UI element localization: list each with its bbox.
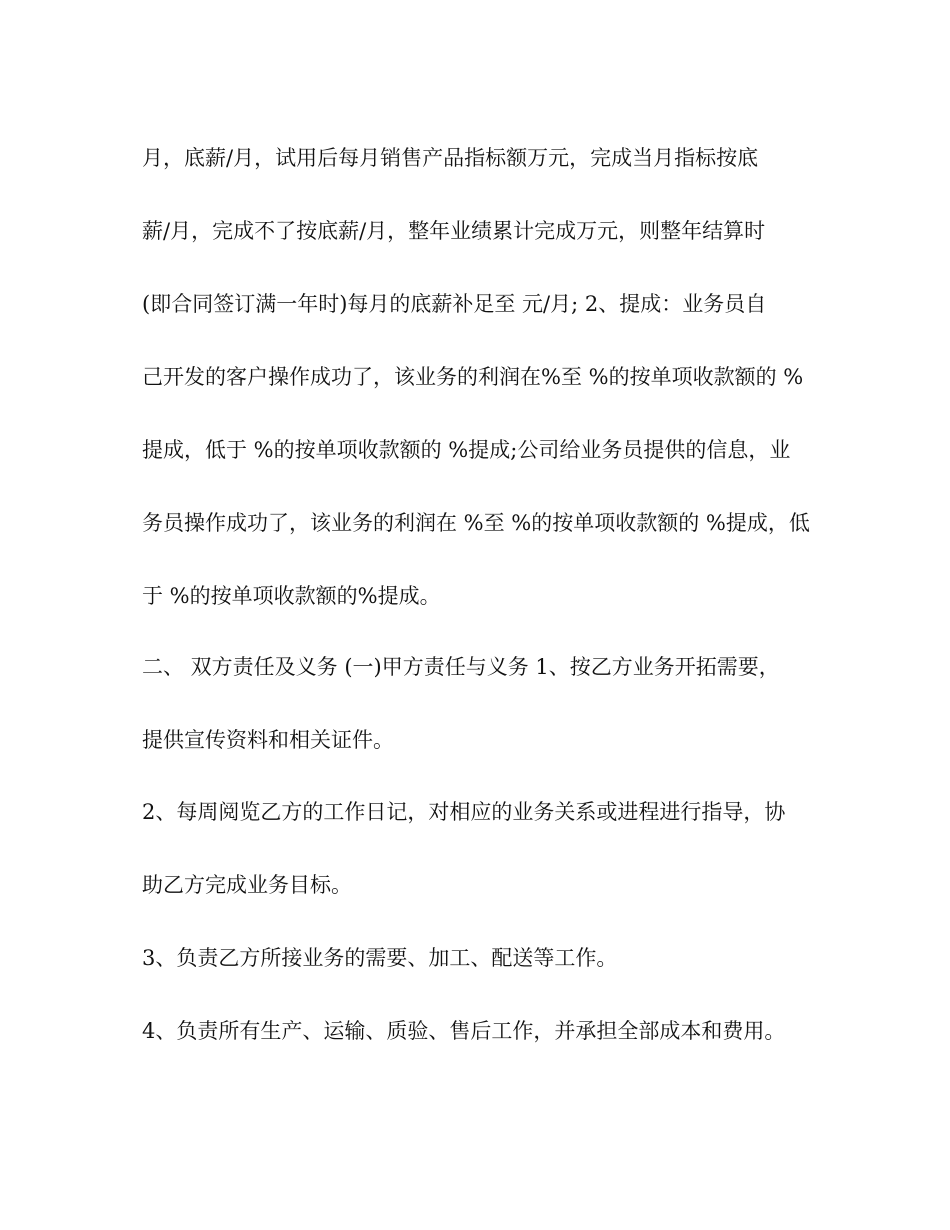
list-item-line: 2、每周阅览乙方的工作日记，对相应的业务关系或进程进行指导，协 <box>142 800 786 824</box>
paragraph-line: 于 %的按单项收款额的%提成。 <box>142 584 441 608</box>
paragraph-line: 务员操作成功了，该业务的利润在 %至 %的按单项收款额的 %提成，低 <box>142 511 810 535</box>
paragraph-line: 月，底薪/月，试用后每月销售产品指标额万元，完成当月指标按底 <box>142 146 759 170</box>
paragraph-line: (即合同签订满一年时)每月的底薪补足至 元/月; 2、提成：业务员自 <box>142 292 767 316</box>
list-item-line: 4、负责所有生产、运输、质验、售后工作，并承担全部成本和费用。 <box>142 1019 786 1043</box>
section-heading-line: 二、 双方责任及义务 (一)甲方责任与义务 1、按乙方业务开拓需要， <box>142 655 780 679</box>
paragraph-line: 提成，低于 %的按单项收款额的 %提成;公司给业务员提供的信息，业 <box>142 438 791 462</box>
list-item-line: 3、负责乙方所接业务的需要、加工、配送等工作。 <box>142 946 618 970</box>
paragraph-line: 薪/月，完成不了按底薪/月，整年业绩累计完成万元，则整年结算时 <box>142 219 766 243</box>
list-item-line: 助乙方完成业务目标。 <box>142 873 352 897</box>
paragraph-line: 己开发的客户操作成功了，该业务的利润在%至 %的按单项收款额的 % <box>142 365 804 389</box>
paragraph-line: 提供宣传资料和相关证件。 <box>142 728 394 752</box>
